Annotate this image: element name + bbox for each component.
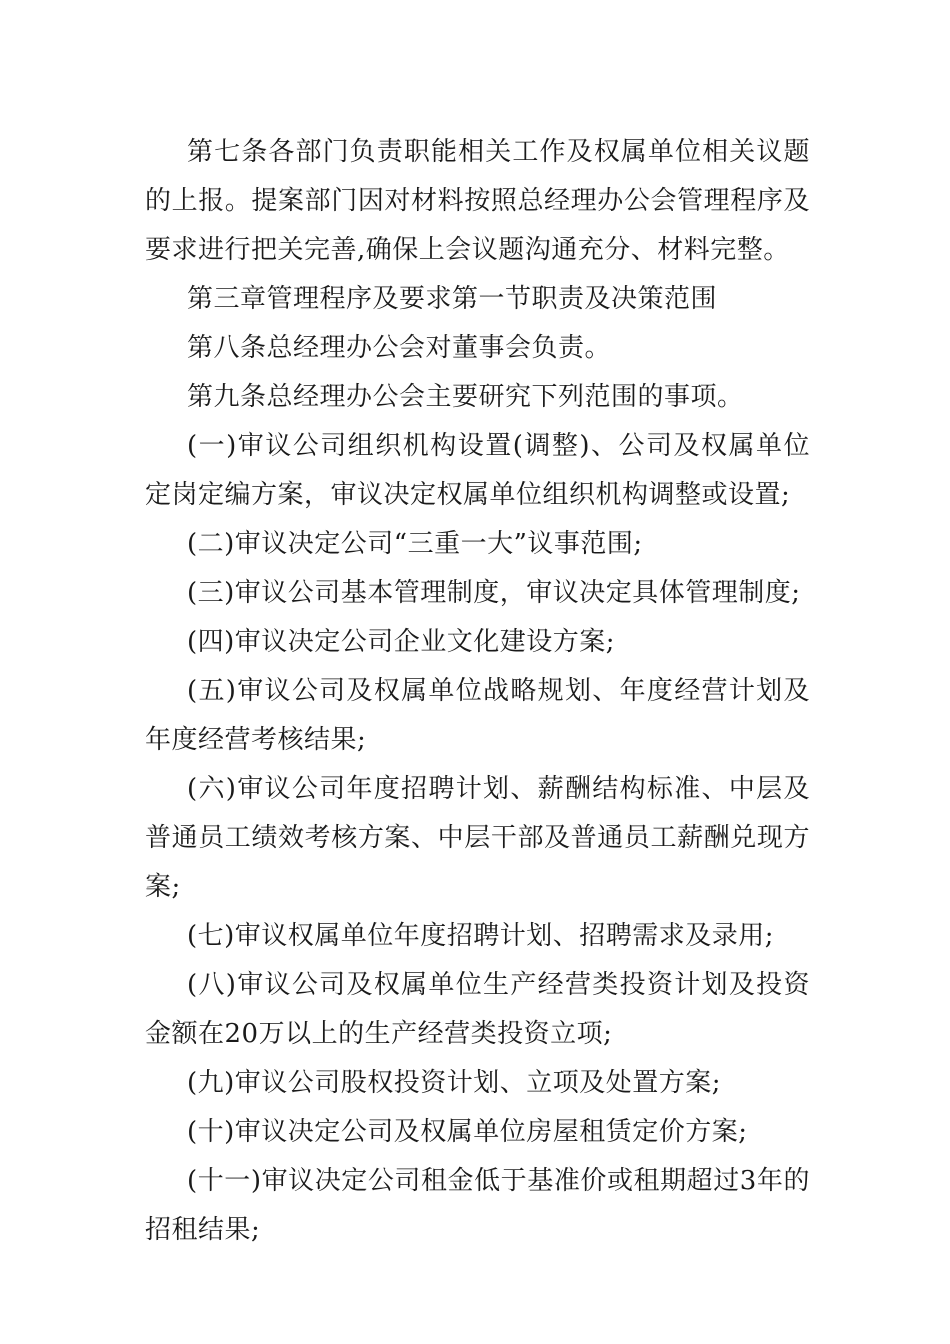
paragraph-article-7: 第七条各部门负责职能相关工作及权属单位相关议题的上报。提案部门因对材料按照总经理办公会管理程序及要求进行把关完善,确保上会议题沟通充分、材料完整。: [145, 137, 810, 265]
document-body: [145, 128, 810, 1255]
paragraph-chapter-3-heading: 第三章管理程序及要求第一节职责及决策范围: [187, 284, 718, 314]
list-item-11: (十一)审议决定公司租金低于基准价或租期超过3年的招租结果;: [145, 1166, 810, 1245]
list-item-10: (十)审议决定公司及权属单位房屋租赁定价方案;: [187, 1117, 748, 1147]
paragraph-article-8: 第八条总经理办公会对董事会负责。: [187, 333, 612, 363]
list-item-5: (五)审议公司及权属单位战略规划、年度经营计划及年度经营考核结果;: [145, 676, 810, 755]
list-item-4: (四)审议决定公司企业文化建设方案;: [187, 627, 616, 657]
list-item-7: (七)审议权属单位年度招聘计划、招聘需求及录用;: [187, 921, 775, 951]
list-item-6: (六)审议公司年度招聘计划、薪酬结构标准、中层及普通员工绩效考核方案、中层干部及普通员工薪酬兑现方案;: [145, 774, 810, 902]
paragraph-article-9: 第九条总经理办公会主要研究下列范围的事项。: [187, 382, 744, 412]
list-item-8: (八)审议公司及权属单位生产经营类投资计划及投资金额在20万以上的生产经营类投资立项;: [145, 970, 810, 1049]
list-item-2: (二)审议决定公司“三重一大”议事范围;: [187, 529, 643, 559]
list-item-3: (三)审议公司基本管理制度，审议决定具体管理制度;: [187, 578, 801, 608]
list-item-1: (一)审议公司组织机构设置(调整)、公司及权属单位定岗定编方案，审议决定权属单位组织机构调整或设置;: [145, 431, 810, 510]
list-item-9: (九)审议公司股权投资计划、立项及处置方案;: [187, 1068, 722, 1098]
